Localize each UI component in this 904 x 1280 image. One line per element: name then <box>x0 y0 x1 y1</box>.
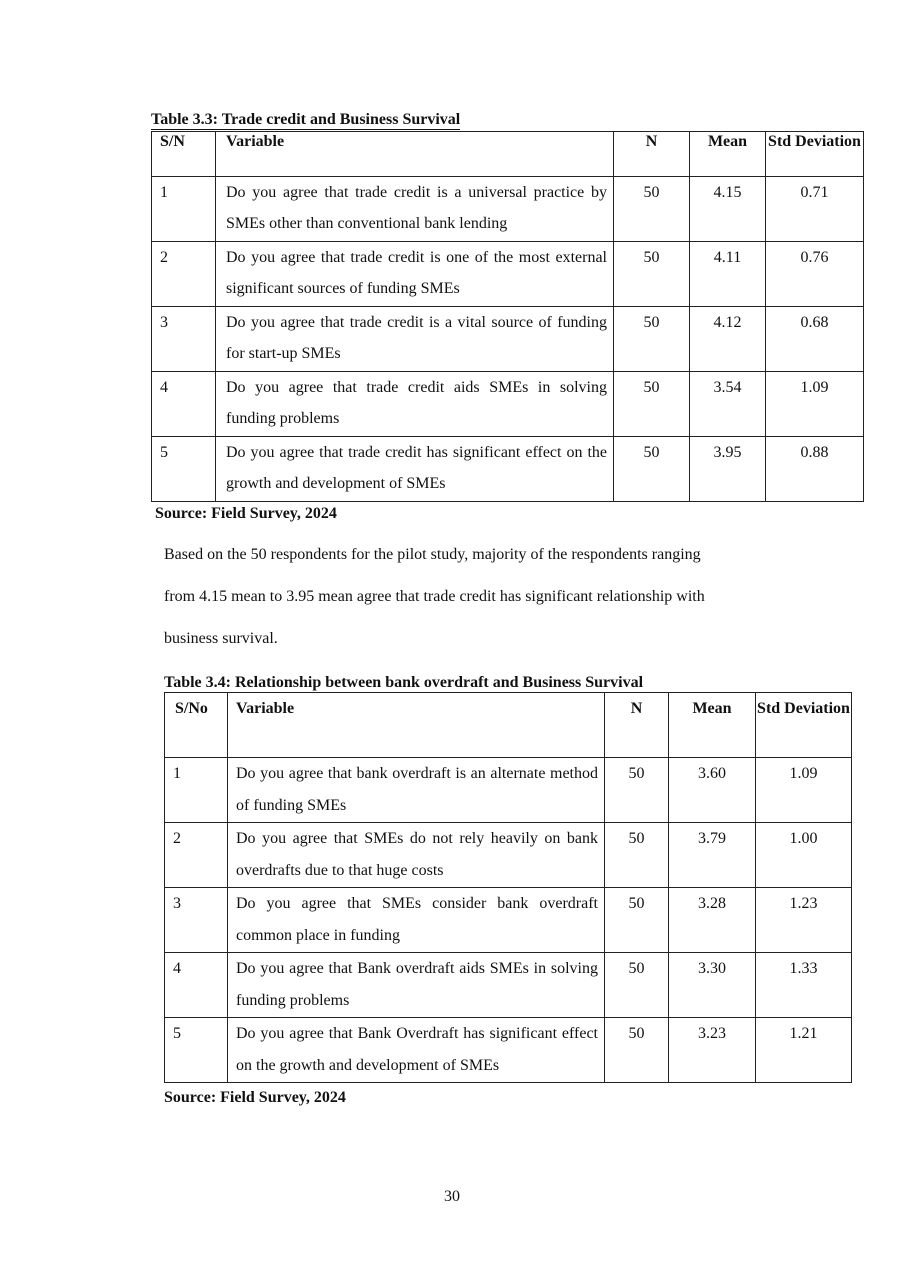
body-paragraph <box>164 534 804 660</box>
table-3-4 <box>164 692 852 1083</box>
cell-std: 1.09 <box>756 758 852 823</box>
header-variable: Variable <box>228 693 605 758</box>
cell-n: 50 <box>605 1018 669 1083</box>
cell-n: 50 <box>614 242 690 307</box>
cell-mean: 3.30 <box>669 953 756 1018</box>
cell-std: 0.88 <box>766 437 864 502</box>
cell-n: 50 <box>614 437 690 502</box>
table-header-row <box>165 693 852 758</box>
cell-sn: 4 <box>152 372 216 437</box>
table-row <box>152 372 864 437</box>
cell-variable: Do you agree that Bank Overdraft has significant effect on the growth and development of SMEs <box>228 1018 605 1083</box>
cell-std: 1.21 <box>756 1018 852 1083</box>
cell-variable: Do you agree that Bank overdraft aids SMEs in solving funding problems <box>228 953 605 1018</box>
header-mean: Mean <box>669 693 756 758</box>
header-variable: Variable <box>216 132 614 177</box>
cell-variable: Do you agree that SMEs do not rely heavily on bank overdrafts due to that huge costs <box>228 823 605 888</box>
header-std: Std Deviation <box>766 132 864 177</box>
cell-std: 0.71 <box>766 177 864 242</box>
cell-mean: 3.60 <box>669 758 756 823</box>
header-std: Std Deviation <box>756 693 852 758</box>
table-3-4-caption: Table 3.4: Relationship between bank overdraft and Business Survival <box>164 674 644 691</box>
cell-sn: 5 <box>152 437 216 502</box>
table-row <box>165 1018 852 1083</box>
header-n: N <box>605 693 669 758</box>
cell-variable: Do you agree that trade credit is a vital source of funding for start-up SMEs <box>216 307 614 372</box>
cell-variable: Do you agree that trade credit is one of the most external significant sources of funding SMEs <box>216 242 614 307</box>
cell-mean: 3.28 <box>669 888 756 953</box>
cell-mean: 4.15 <box>690 177 766 242</box>
table-row <box>152 242 864 307</box>
header-mean: Mean <box>690 132 766 177</box>
cell-variable: Do you agree that SMEs consider bank overdraft common place in funding <box>228 888 605 953</box>
cell-std: 1.33 <box>756 953 852 1018</box>
cell-variable: Do you agree that bank overdraft is an alternate method of funding SMEs <box>228 758 605 823</box>
cell-n: 50 <box>614 177 690 242</box>
table-row <box>165 953 852 1018</box>
table-row <box>165 758 852 823</box>
cell-n: 50 <box>614 307 690 372</box>
table-3-3 <box>151 131 864 502</box>
cell-mean: 3.79 <box>669 823 756 888</box>
cell-variable: Do you agree that trade credit has significant effect on the growth and development of SMEs <box>216 437 614 502</box>
table-row <box>152 307 864 372</box>
cell-sn: 1 <box>165 758 228 823</box>
cell-mean: 3.95 <box>690 437 766 502</box>
cell-variable: Do you agree that trade credit is a universal practice by SMEs other than conventional bank lending <box>216 177 614 242</box>
cell-mean: 3.23 <box>669 1018 756 1083</box>
header-sn: S/N <box>152 132 216 177</box>
paragraph-line: business survival. <box>164 630 278 647</box>
cell-sn: 2 <box>152 242 216 307</box>
table-row <box>152 437 864 502</box>
cell-std: 1.09 <box>766 372 864 437</box>
table-header-row <box>152 132 864 177</box>
cell-sn: 1 <box>152 177 216 242</box>
table-row <box>152 177 864 242</box>
cell-variable: Do you agree that trade credit aids SMEs in solving funding problems <box>216 372 614 437</box>
cell-sn: 2 <box>165 823 228 888</box>
cell-mean: 3.54 <box>690 372 766 437</box>
cell-sn: 5 <box>165 1018 228 1083</box>
paragraph-line: from 4.15 mean to 3.95 mean agree that trade credit has significant relationship with <box>164 588 705 605</box>
cell-std: 0.68 <box>766 307 864 372</box>
paragraph-line: Based on the 50 respondents for the pilot study, majority of the respondents ranging <box>164 546 701 563</box>
cell-n: 50 <box>605 758 669 823</box>
cell-n: 50 <box>605 953 669 1018</box>
cell-n: 50 <box>605 888 669 953</box>
header-sn: S/No <box>165 693 228 758</box>
table-3-4-source: Source: Field Survey, 2024 <box>164 1089 346 1106</box>
cell-std: 0.76 <box>766 242 864 307</box>
cell-sn: 3 <box>152 307 216 372</box>
cell-std: 1.23 <box>756 888 852 953</box>
cell-mean: 4.12 <box>690 307 766 372</box>
cell-mean: 4.11 <box>690 242 766 307</box>
table-row <box>165 888 852 953</box>
cell-n: 50 <box>605 823 669 888</box>
cell-sn: 4 <box>165 953 228 1018</box>
table-3-3-caption: Table 3.3: Trade credit and Business Survival <box>151 111 461 128</box>
cell-n: 50 <box>614 372 690 437</box>
table-3-3-source: Source: Field Survey, 2024 <box>155 505 337 522</box>
header-n: N <box>614 132 690 177</box>
cell-std: 1.00 <box>756 823 852 888</box>
table-row <box>165 823 852 888</box>
page-number: 30 <box>444 1188 460 1205</box>
cell-sn: 3 <box>165 888 228 953</box>
